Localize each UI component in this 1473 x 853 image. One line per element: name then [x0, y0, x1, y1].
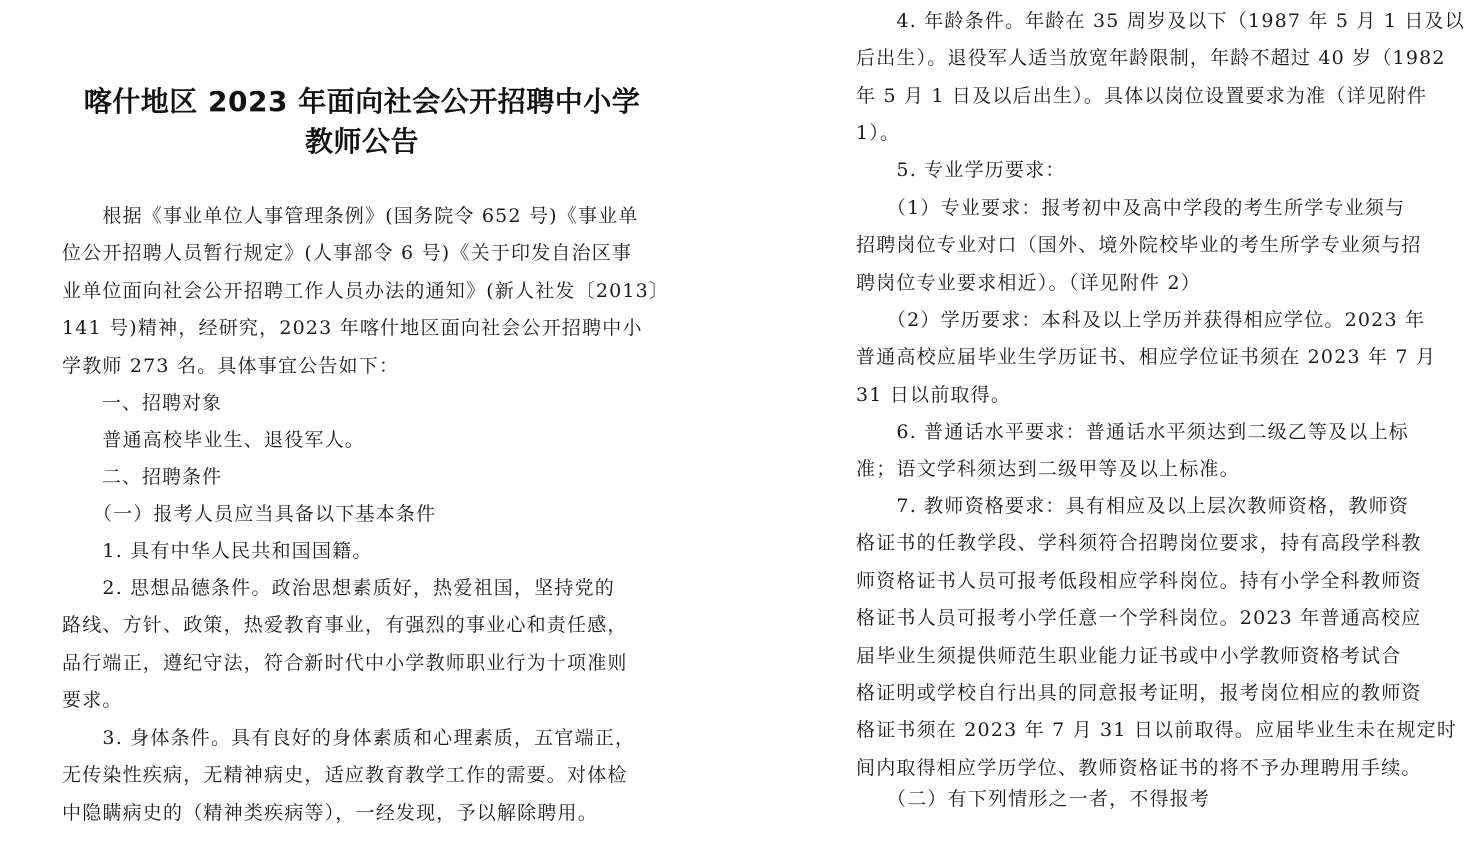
intro-line: 学教师 273 名。具体事宜公告如下：	[62, 354, 400, 377]
condition-item-4	[856, 3, 1465, 153]
condition-item-2	[62, 570, 662, 720]
item-3-line: 无传染性疾病，无精神病史，适应教育教学工作的需要。对体检	[62, 764, 628, 787]
item-5-1-line: 聘岗位专业要求相近）。（详见附件 2）	[856, 271, 1201, 294]
intro-line: 141 号)精神，经研究，2023 年喀什地区面向社会公开招聘中小	[62, 317, 643, 340]
item-2-line: 路线、方针、政策，热爱教育事业，有强烈的事业心和责任感，	[62, 614, 628, 637]
item-4-line: 4. 年龄条件。年龄在 35 周岁及以下（1987 年 5 月 1 日及以	[856, 10, 1465, 32]
item-7-line: 格证书须在 2023 年 7 月 31 日以前取得。应届毕业生未在规定时	[856, 719, 1458, 742]
item-7-line: 格证书人员可报考小学任意一个学科岗位。2023 年普通高校应	[856, 607, 1422, 630]
item-6-line: 6. 普通话水平要求：普通话水平须达到二级乙等及以上标	[856, 421, 1409, 443]
item-7-line: 格证明或学校自行出具的同意报考证明，报考岗位相应的教师资	[856, 681, 1422, 704]
section-2-heading: 二、招聘条件	[62, 466, 223, 488]
item-2-line: 要求。	[62, 689, 123, 712]
item-4-line: 1）。	[856, 122, 901, 145]
item-7-line: 师资格证书人员可报考低段相应学科岗位。持有小学全科教师资	[856, 569, 1422, 592]
intro-line: 位公开招聘人员暂行规定》(人事部令 6 号)《关于印发自治区事	[62, 242, 633, 265]
condition-item-5-heading: 5. 专业学历要求：	[856, 159, 1066, 181]
item-5-2-line: 普通高校应届毕业生学历证书、相应学位证书须在 2023 年 7 月	[856, 346, 1437, 369]
intro-paragraph	[62, 198, 670, 385]
condition-item-7	[856, 488, 1458, 787]
condition-item-5-1	[856, 190, 1448, 302]
item-4-line: 年 5 月 1 日及以后出生）。具体以岗位设置要求为准（详见附件	[856, 84, 1428, 107]
condition-item-5-2	[856, 302, 1448, 414]
item-5-2-line: 31 日以前取得。	[856, 383, 1012, 406]
item-7-line: 格证书的任教学段、学科须符合招聘岗位要求，持有高段学科教	[856, 532, 1422, 555]
item-7-line: 7. 教师资格要求：具有相应及以上层次教师资格，教师资	[856, 495, 1409, 517]
item-7-line: 间内取得相应学历学位、教师资格证书的将不予办理聘用手续。	[856, 756, 1422, 779]
item-3-line: 中隐瞒病史的（精神类疾病等），一经发现，予以解除聘用。	[62, 801, 598, 824]
condition-item-1: 1. 具有中华人民共和国国籍。	[62, 540, 373, 562]
subsection-1-heading: （一）报考人员应当具备以下基本条件	[62, 503, 437, 525]
item-7-line: 届毕业生须提供师范生职业能力证书或中小学教师资格考试合	[856, 644, 1402, 667]
item-3-line: 3. 身体条件。具有良好的身体素质和心理素质，五官端正，	[62, 727, 636, 749]
title-line-1: 喀什地区 2023 年面向社会公开招聘中小学	[83, 85, 641, 118]
item-5-1-line: （1）专业要求：报考初中及高中学段的考生所学专业须与	[856, 197, 1406, 219]
section-1-body: 普通高校毕业生、退役军人。	[62, 429, 366, 451]
item-5-2-line: （2）学历要求：本科及以上学历并获得相应学位。2023 年	[856, 309, 1426, 331]
subsection-2-heading: （二）有下列情形之一者，不得报考	[856, 788, 1211, 810]
intro-line: 业单位面向社会公开招聘工作人员办法的通知》(新人社发〔2013〕	[62, 279, 670, 302]
item-5-1-line: 招聘岗位专业对口（国外、境外院校毕业的考生所学专业须与招	[856, 234, 1422, 257]
condition-item-3	[62, 720, 662, 832]
intro-line: 根据《事业单位人事管理条例》(国务院令 652 号)《事业单	[62, 205, 639, 227]
condition-item-6	[856, 414, 1448, 489]
item-2-line: 2. 思想品德条件。政治思想素质好，热爱祖国，坚持党的	[62, 577, 615, 599]
section-1-heading: 一、招聘对象	[62, 392, 223, 414]
item-2-line: 品行端正，遵纪守法，符合新时代中小学教师职业行为十项准则	[62, 651, 628, 674]
title-line-2: 教师公告	[304, 125, 419, 158]
item-6-line: 准；语文学科须达到二级甲等及以上标准。	[856, 458, 1240, 481]
item-4-line: 后出生）。退役军人适当放宽年龄限制，年龄不超过 40 岁（1982	[856, 47, 1446, 70]
